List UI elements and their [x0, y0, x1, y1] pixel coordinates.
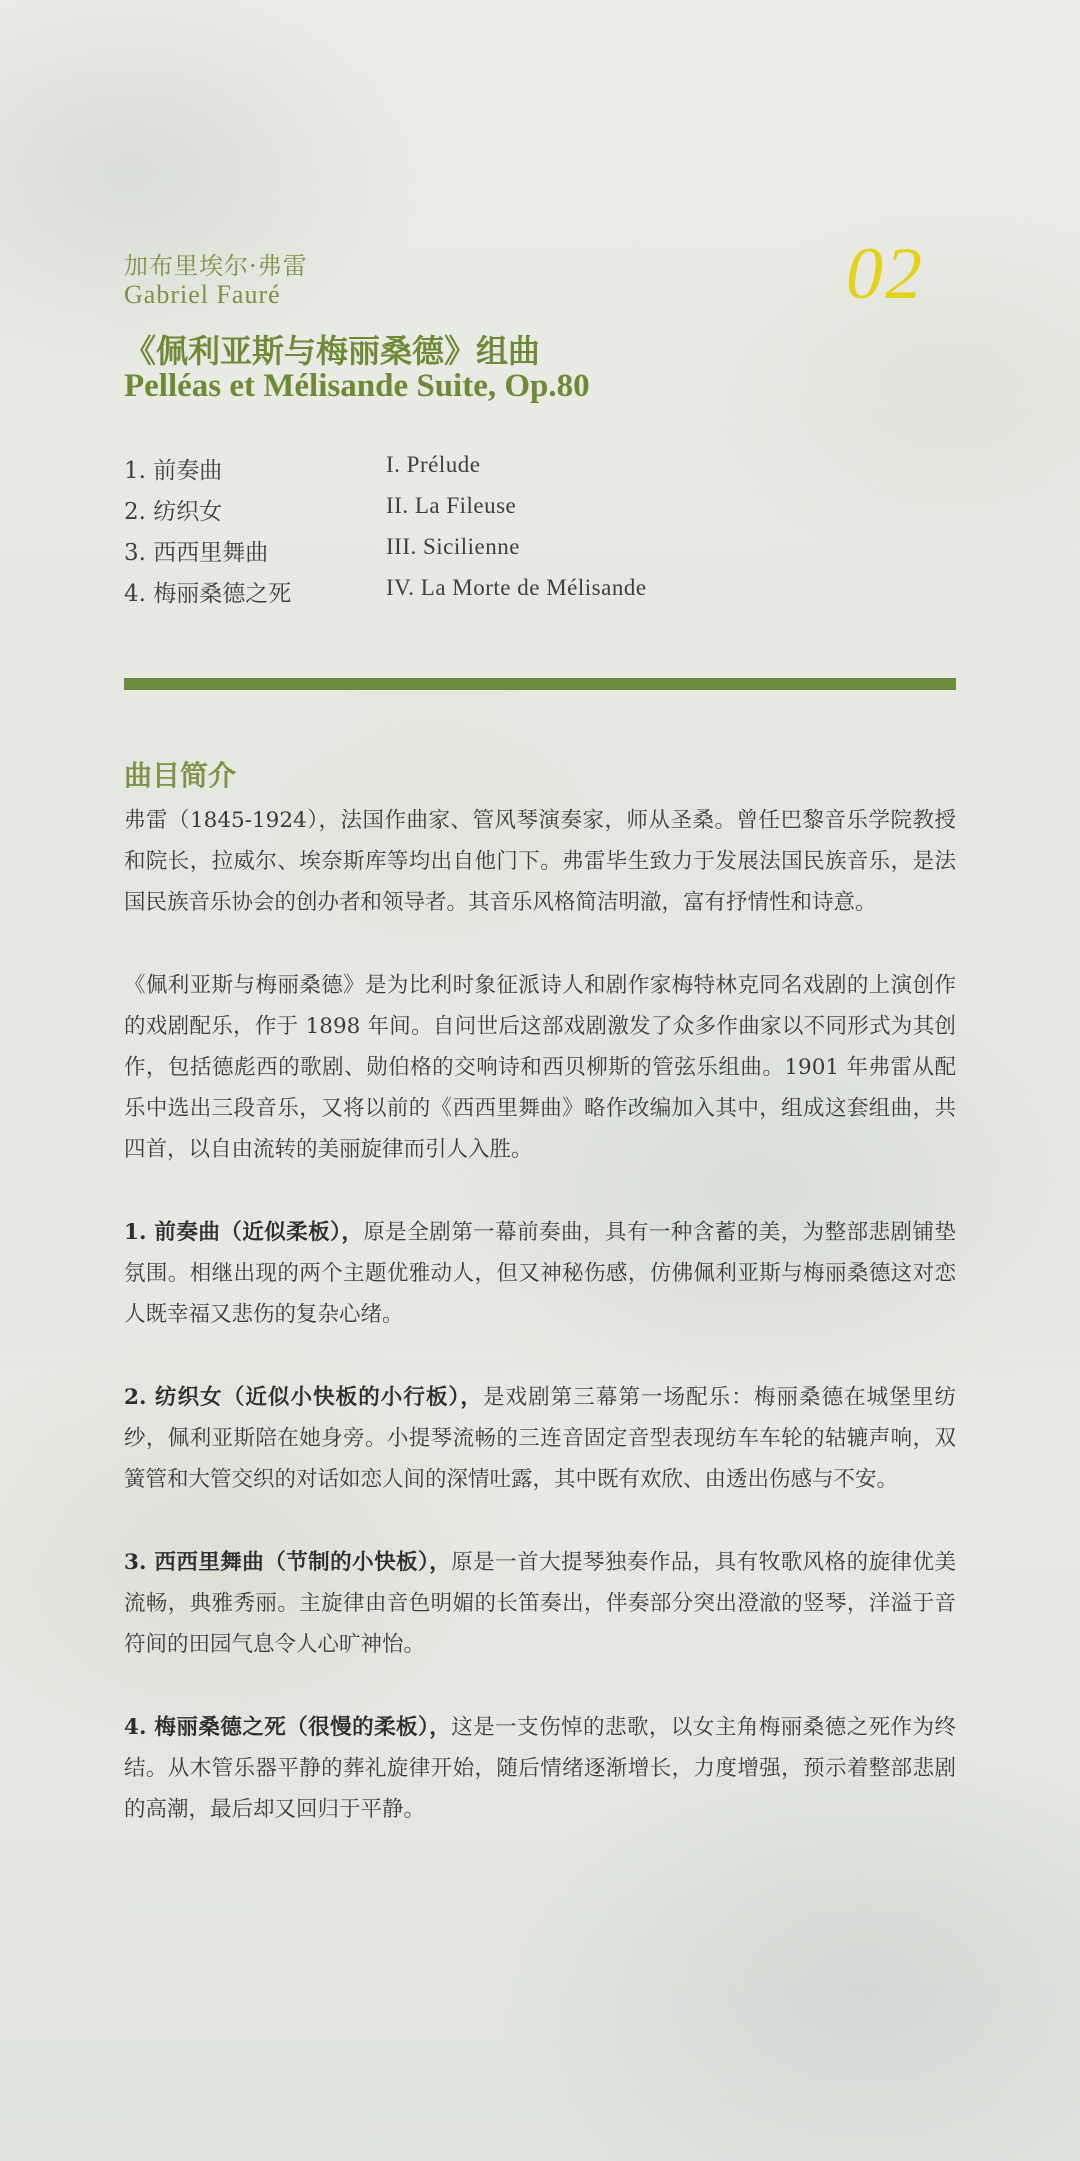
paragraph-text: 原是一首大提琴独奏作品，具有牧歌风格的旋律优美流畅，典雅秀丽。主旋律由音色明媚的长笛奏出，伴奏部分突出澄澈的竖琴，洋溢于音符间的田园气息令人心旷神怡。	[124, 1550, 956, 1657]
program-notes	[124, 800, 956, 1872]
movement-row	[124, 493, 764, 534]
paragraph-text: 是戏剧第三幕第一场配乐：梅丽桑德在城堡里纺纱，佩利亚斯陪在她身旁。小提琴流畅的三连音固定音型表现纺车车轮的轱辘声响，双簧管和大管交织的对话如恋人间的深情吐露，其中既有欢欣、由透出伤感与不安。	[124, 1385, 956, 1492]
movement-title-cn: 1. 前奏曲	[124, 458, 223, 484]
paragraph-text: 《佩利亚斯与梅丽桑德》是为比利时象征派诗人和剧作家梅特林克同名戏剧的上演创作的戏剧配乐，作于 1898 年间。自问世后这部戏剧激发了众多作曲家以不同形式为其创作，包括德彪西的歌剧、勋伯格的交响诗和西贝柳斯的管弦乐组曲。1901 年弗雷从配乐中选出三段音乐，又将以前的《西西里舞曲》略作改编加入其中，组成这套组曲，共四首，以自由流转的美丽旋律而引人入胜。	[124, 973, 956, 1162]
paragraph-lead: 4. 梅丽桑德之死（很慢的柔板），	[124, 1715, 452, 1740]
work-title-en: Pelléas et Mélisande Suite, Op.80	[124, 368, 590, 404]
composer-name-cn: 加布里埃尔·弗雷	[124, 252, 308, 280]
paragraph-text: 原是全剧第一幕前奏曲，具有一种含蓄的美，为整部悲剧铺垫氛围。相继出现的两个主题优雅动人，但又神秘伤感，仿佛佩利亚斯与梅丽桑德这对恋人既幸福又悲伤的复杂心绪。	[124, 1220, 956, 1327]
paragraph	[124, 800, 956, 923]
paragraph	[124, 1542, 956, 1665]
paragraph-lead: 1. 前奏曲（近似柔板），	[124, 1220, 364, 1245]
work-title-cn: 《佩利亚斯与梅丽桑德》组曲	[124, 332, 541, 370]
paragraph	[124, 1707, 956, 1830]
movement-title-fr: II. La Fileuse	[386, 493, 517, 518]
movement-row	[124, 452, 764, 493]
movement-list	[124, 452, 764, 616]
movement-title-cn: 4. 梅丽桑德之死	[124, 581, 292, 607]
section-divider	[124, 678, 956, 690]
paragraph	[124, 965, 956, 1170]
movement-title-fr: I. Prélude	[386, 452, 481, 477]
paragraph-lead: 3. 西西里舞曲（节制的小快板），	[124, 1550, 452, 1575]
movement-title-fr: IV. La Morte de Mélisande	[386, 575, 647, 600]
movement-row	[124, 534, 764, 575]
movement-row	[124, 575, 764, 616]
paragraph	[124, 1377, 956, 1500]
paragraph-lead: 2. 纺织女（近似小快板的小行板），	[124, 1385, 483, 1410]
movement-title-fr: III. Sicilienne	[386, 534, 520, 559]
movement-title-cn: 3. 西西里舞曲	[124, 540, 269, 566]
paragraph-text: 弗雷（1845-1924），法国作曲家、管风琴演奏家，师从圣桑。曾任巴黎音乐学院教授和院长，拉威尔、埃奈斯库等均出自他门下。弗雷毕生致力于发展法国民族音乐，是法国民族音乐协会的创办者和领导者。其音乐风格简洁明澈，富有抒情性和诗意。	[124, 808, 956, 915]
movement-title-cn: 2. 纺织女	[124, 499, 223, 525]
section-title: 曲目简介	[124, 759, 237, 792]
paragraph-text: 这是一支伤悼的悲歌，以女主角梅丽桑德之死作为终结。从木管乐器平静的葬礼旋律开始，随后情绪逐渐增长，力度增强，预示着整部悲剧的高潮，最后却又回归于平静。	[124, 1715, 956, 1822]
page-number: 02	[846, 233, 924, 315]
composer-name-en: Gabriel Fauré	[124, 280, 281, 309]
paragraph	[124, 1212, 956, 1335]
